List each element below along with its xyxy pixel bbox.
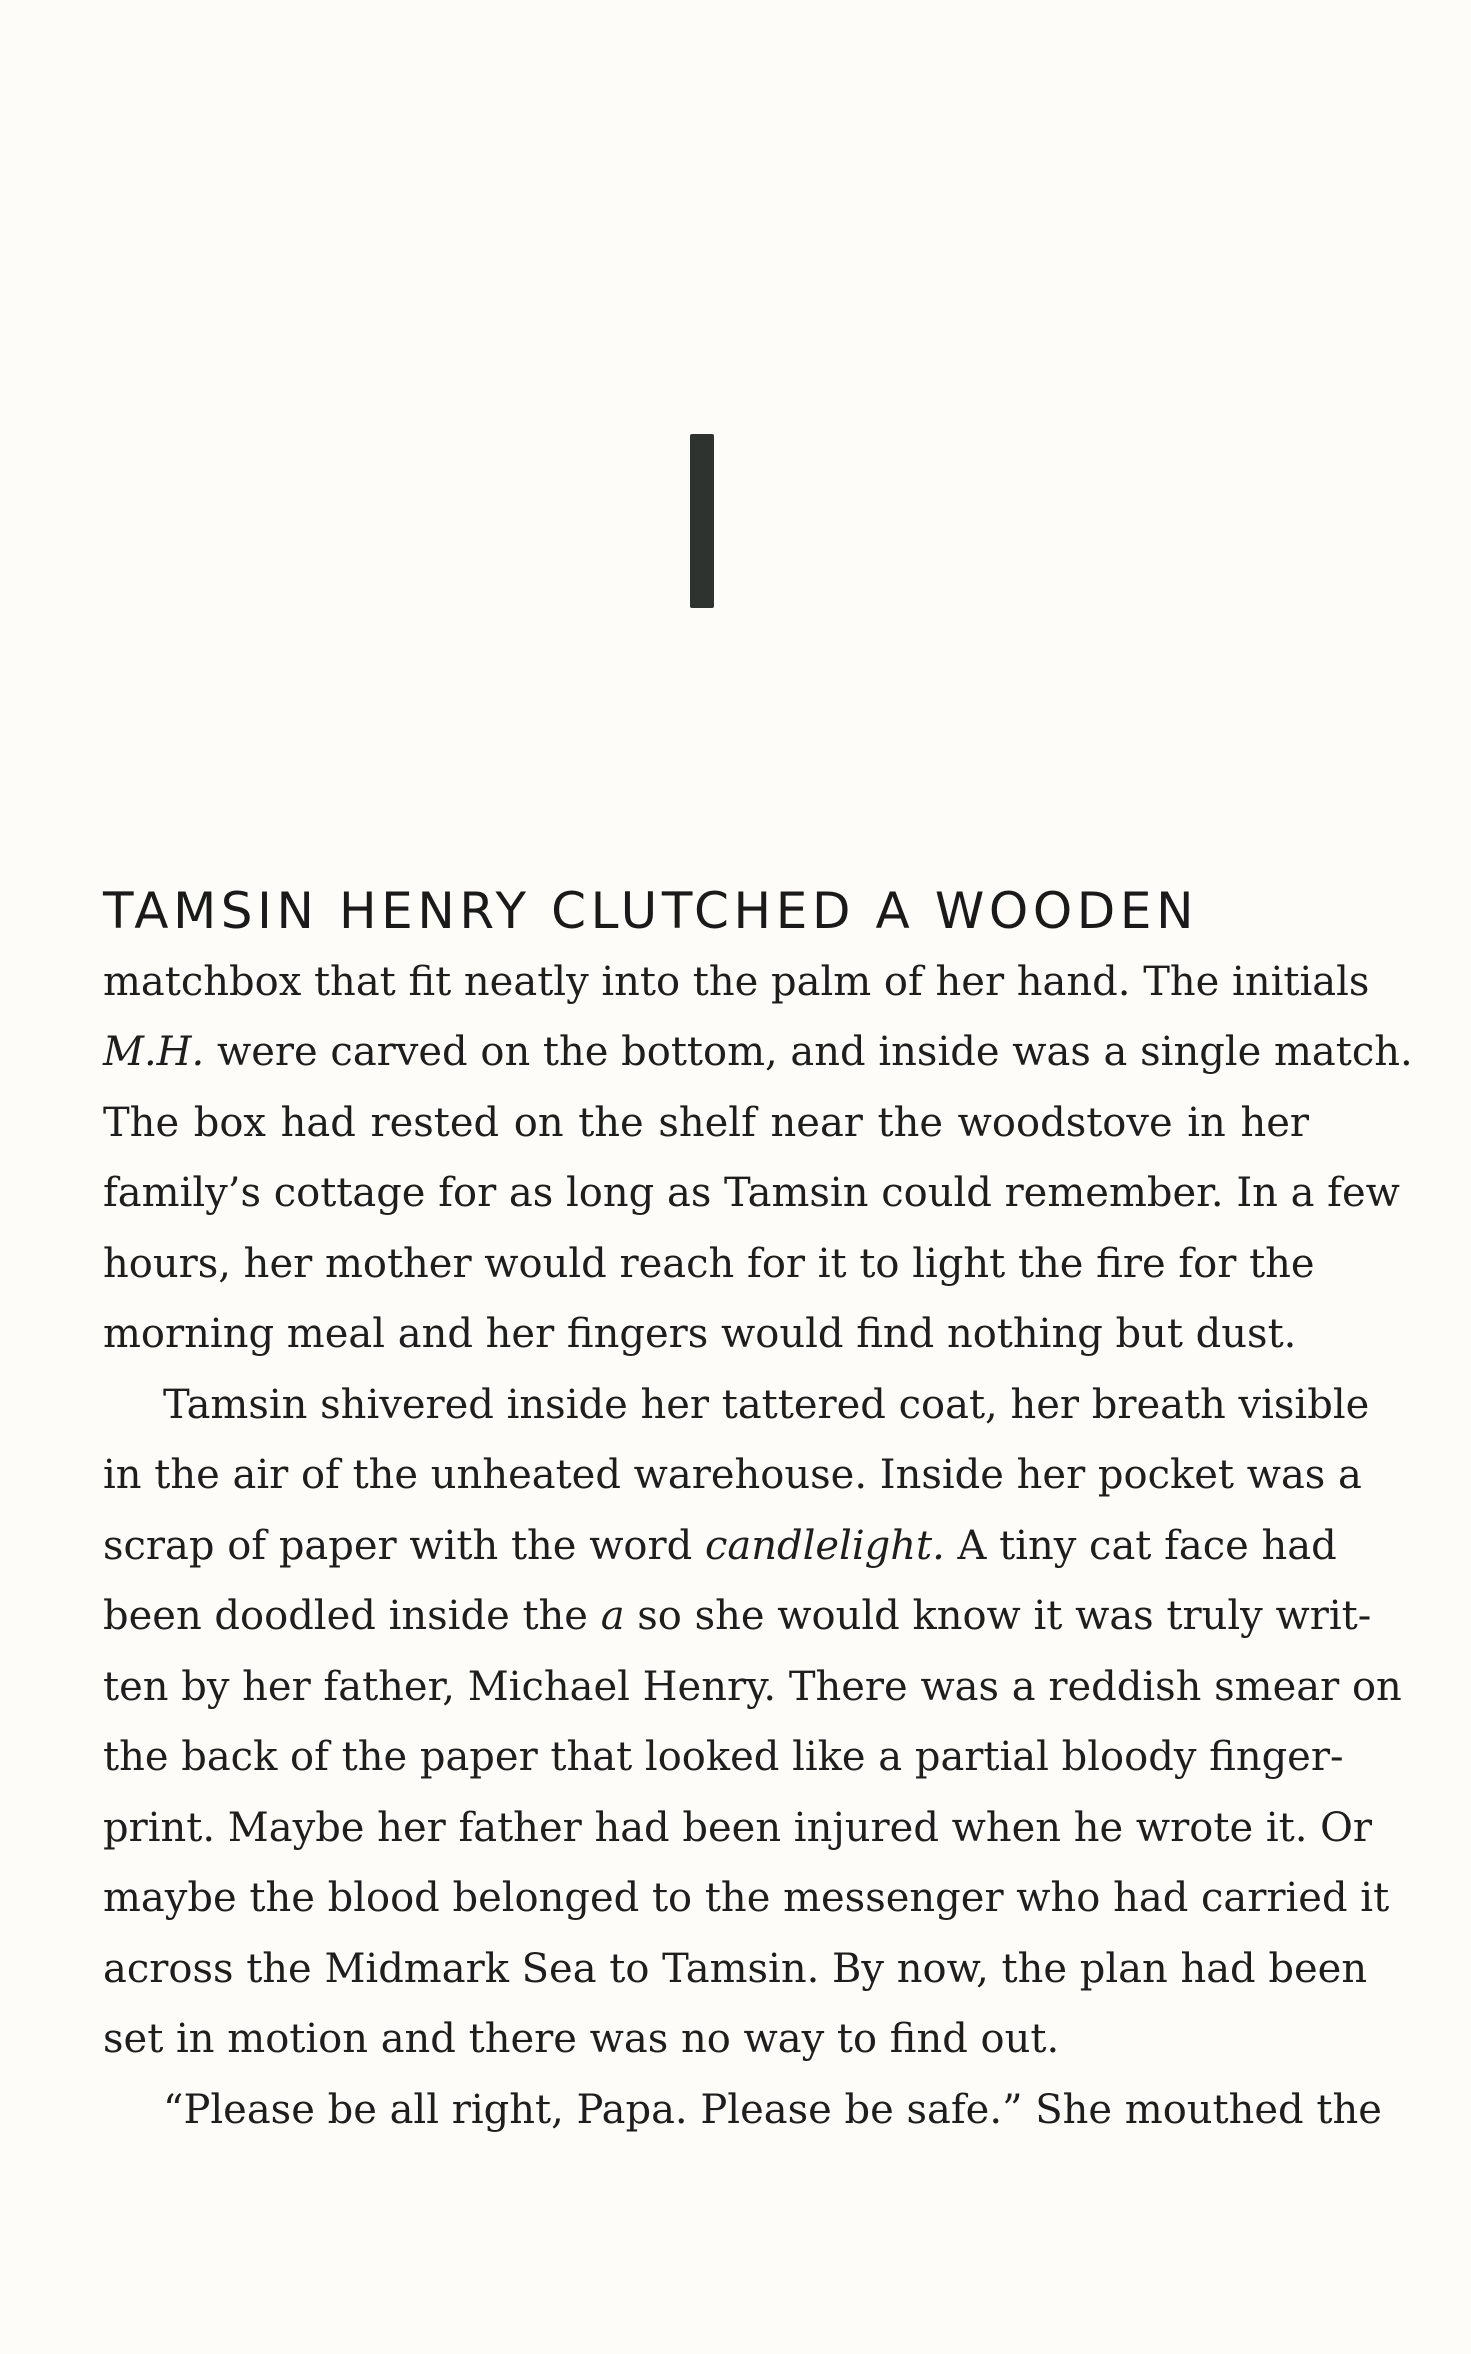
- text-segment: were carved on the bottom, and inside was a single match.: [204, 1029, 1413, 1075]
- text-line: [103, 1581, 1372, 1652]
- text-segment: set in motion and there was no way to find out.: [103, 2016, 1060, 2062]
- text-line: [103, 1440, 1362, 1511]
- text-segment: hours, her mother would reach for it to light the fire for the: [103, 1240, 1315, 1287]
- text-segment: family’s cottage for as long as Tamsin could remember. In a few: [103, 1170, 1400, 1216]
- text-segment: the back of the paper that looked like a partial bloody finger-: [103, 1734, 1344, 1780]
- text-segment: maybe the blood belonged to the messenger who had carried it: [103, 1875, 1390, 1921]
- paragraph: [103, 1370, 1402, 2075]
- italic-word: M.H.: [103, 1029, 205, 1075]
- text-segment: across the Midmark Sea to Tamsin. By now, the plan had been: [103, 1945, 1368, 1992]
- opening-small-caps-line: TAMSIN HENRY CLUTCHED A WOODEN: [103, 882, 1199, 940]
- text-segment: morning meal and her fingers would find nothing but dust.: [103, 1311, 1297, 1357]
- text-segment: ten by her father, Michael Henry. There was a reddish smear on: [103, 1663, 1402, 1710]
- text-segment: print. Maybe her father had been injured when he wrote it. Or: [103, 1804, 1373, 1851]
- text-line: [103, 1793, 1373, 1864]
- text-line: [103, 1158, 1400, 1229]
- text-segment: A tiny cat face had: [944, 1522, 1337, 1569]
- text-line: [103, 947, 1370, 1018]
- text-segment: The box had rested on the shelf near the woodstove in her: [103, 1099, 1309, 1146]
- text-line: [103, 2075, 1382, 2146]
- paragraph: [103, 2075, 1382, 2146]
- text-segment: been doodled inside the: [103, 1593, 601, 1639]
- chapter-body-text: [103, 876, 1413, 2145]
- text-line: [103, 1017, 1413, 1088]
- text-line: [103, 1652, 1402, 1723]
- paragraphs-container: [103, 947, 1413, 2146]
- paragraph: [103, 947, 1413, 1370]
- text-line: [103, 1229, 1315, 1300]
- text-line: [103, 1934, 1368, 2005]
- text-segment: in the air of the unheated warehouse. Inside her pocket was a: [103, 1452, 1362, 1498]
- text-line: [103, 1511, 1337, 1582]
- text-line: [103, 1370, 1370, 1441]
- text-line: [103, 1088, 1309, 1159]
- text-segment: scrap of paper with the word: [103, 1522, 705, 1569]
- text-line: [103, 1722, 1344, 1793]
- text-line: [103, 2004, 1309, 2075]
- text-segment: so she would know it was truly writ-: [624, 1593, 1372, 1639]
- chapter-number-numeral: [690, 434, 714, 608]
- text-segment: matchbox that fit neatly into the palm of her hand. The initials: [103, 958, 1370, 1005]
- text-line: [103, 1863, 1390, 1934]
- text-segment: Tamsin shivered inside her tattered coat, her breath visible: [163, 1381, 1370, 1428]
- italic-word: a: [600, 1593, 625, 1639]
- text-segment: “Please be all right, Papa. Please be safe.” She mouthed the: [163, 2086, 1382, 2133]
- text-line: [103, 1299, 1309, 1370]
- italic-word: candlelight.: [704, 1522, 945, 1569]
